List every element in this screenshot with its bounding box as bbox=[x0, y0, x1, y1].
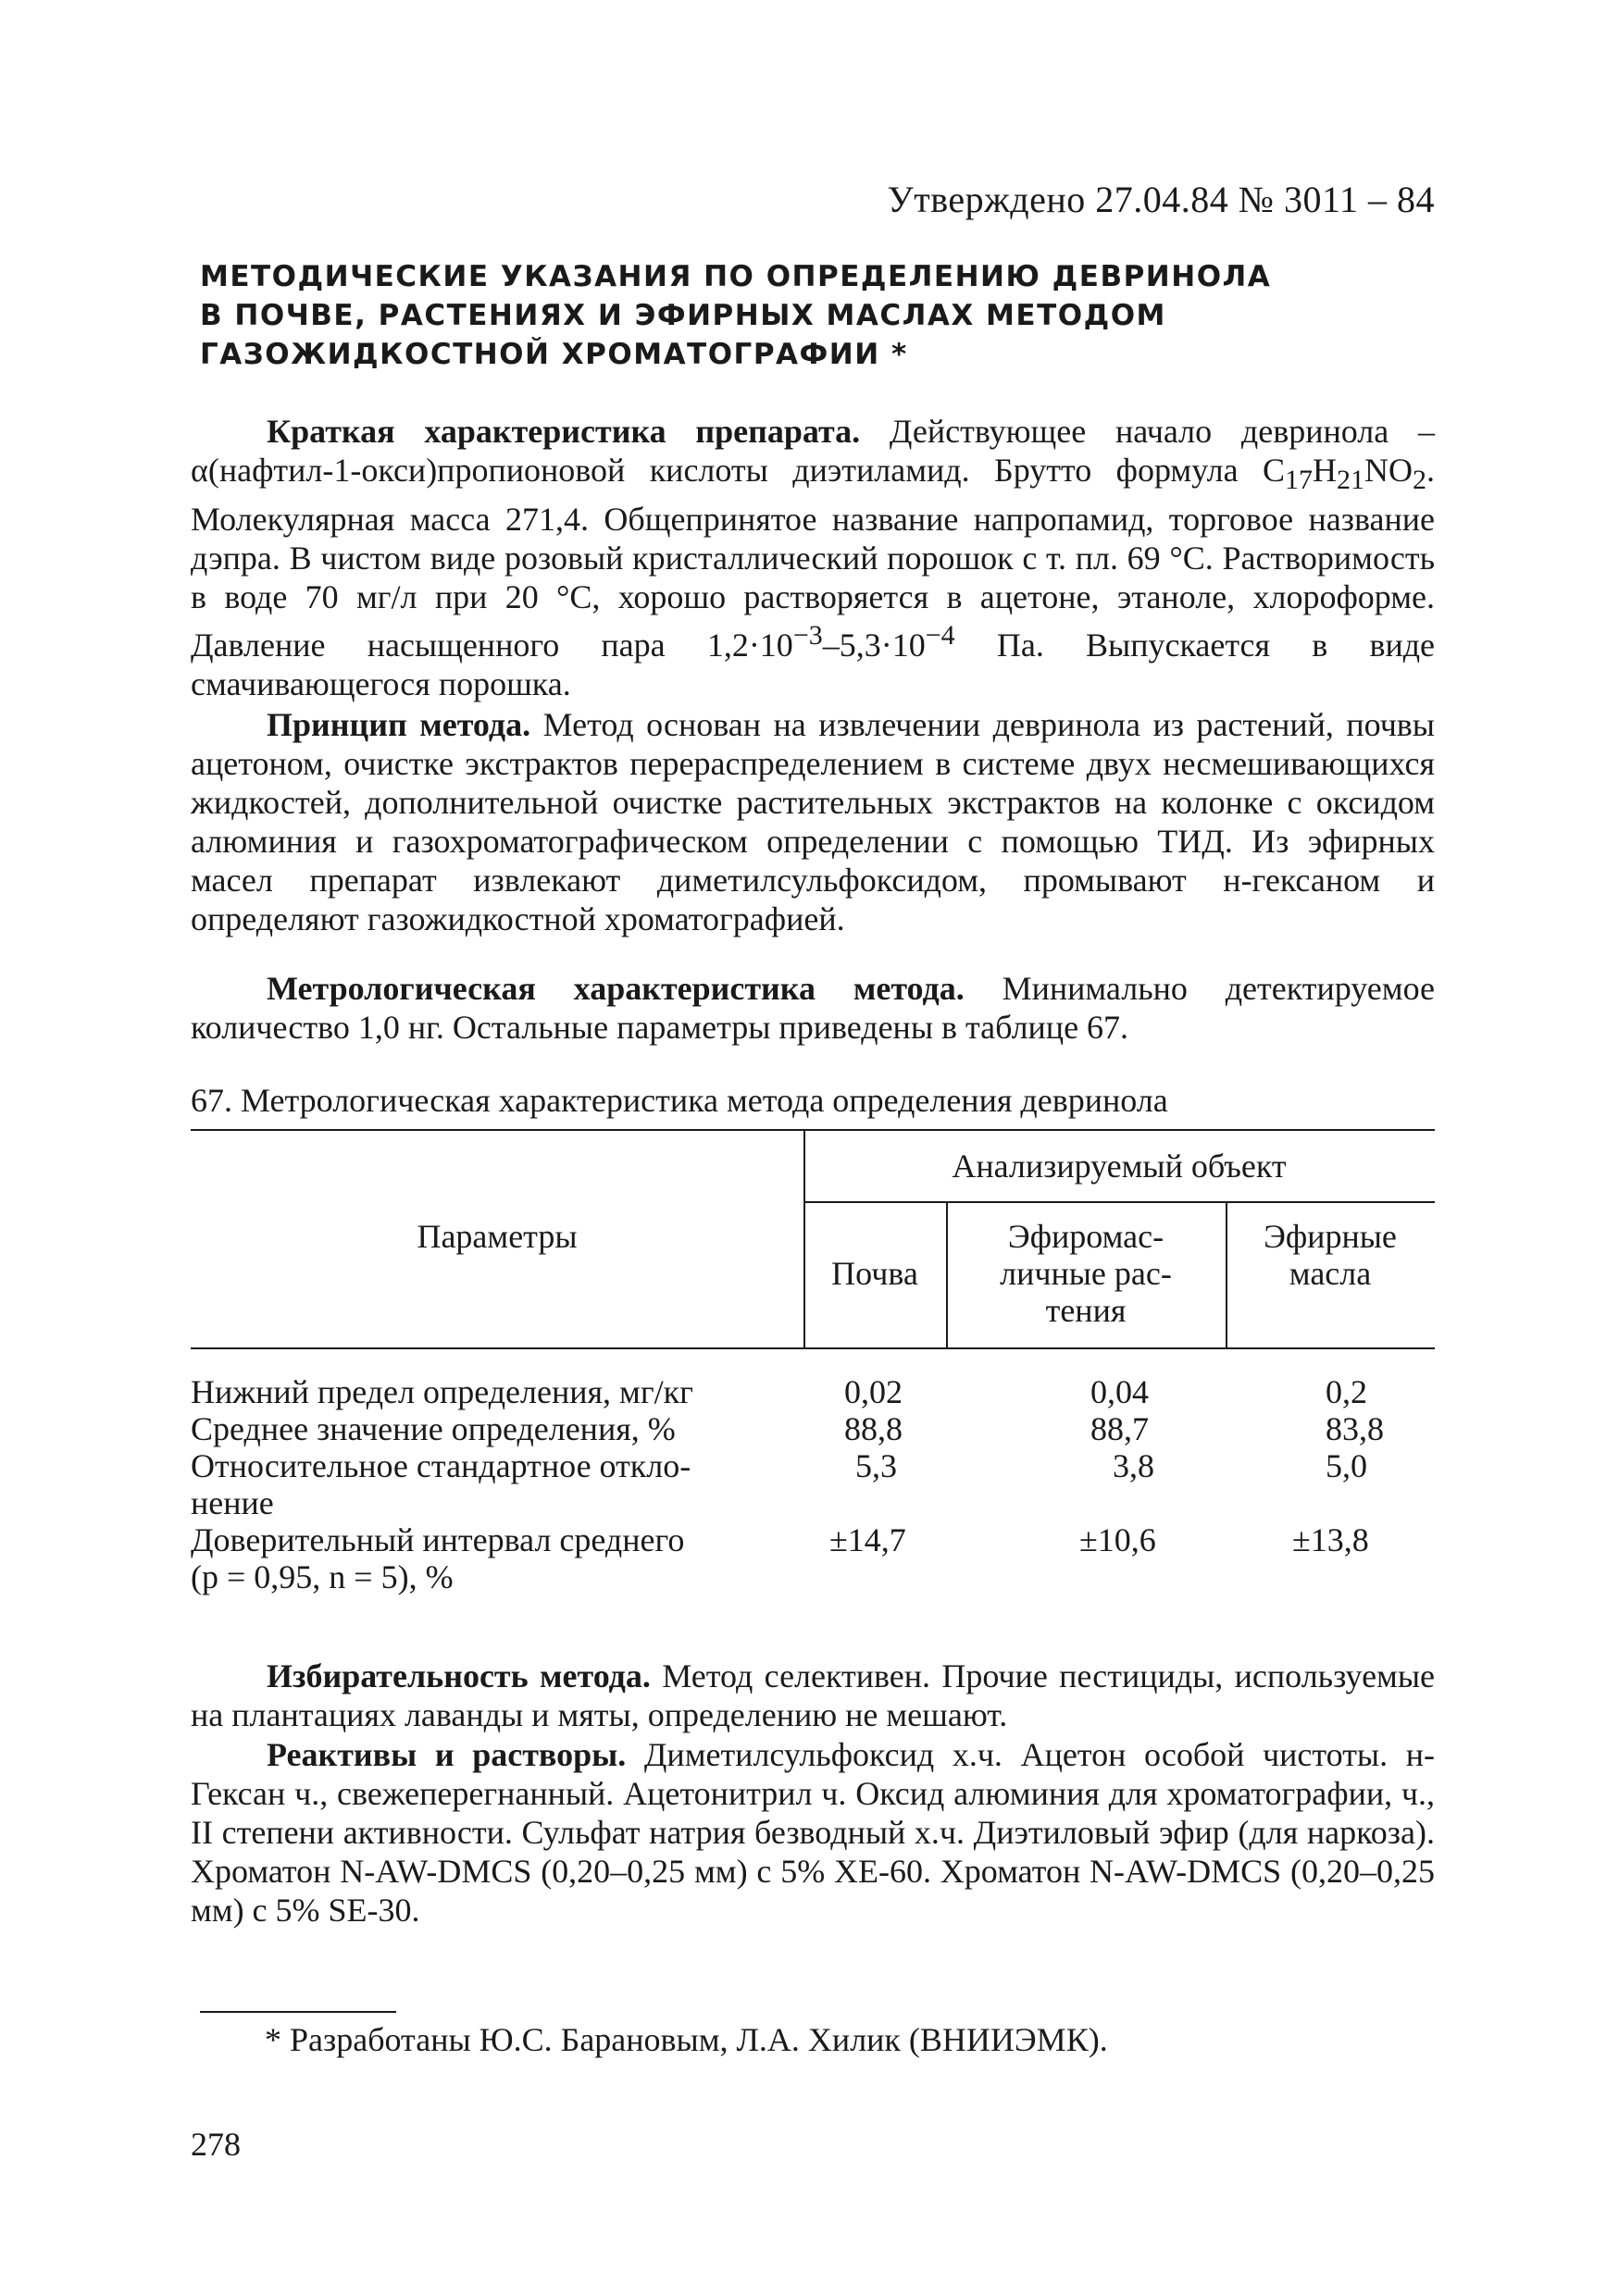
cell-soil: 5,3 bbox=[855, 1447, 897, 1484]
document-title bbox=[200, 257, 1403, 374]
title-line-1: МЕТОДИЧЕСКИЕ УКАЗАНИЯ ПО ОПРЕДЕЛЕНИЮ ДЕВРИНОЛА bbox=[200, 260, 1272, 293]
header-essential-oil-plants: Эфиромас- личные рас- тения bbox=[1000, 1218, 1172, 1329]
table-caption: 67. Метрологическая характеристика метода определения девринола bbox=[191, 1082, 1168, 1119]
principle-lead: Принцип метода. bbox=[267, 706, 531, 743]
brief-lead: Краткая характеристика препарата. bbox=[267, 413, 861, 450]
cell-soil: 0,02 bbox=[844, 1373, 903, 1410]
header-parameters: Параметры bbox=[417, 1218, 578, 1255]
table-row-label: Нижний предел определения, мг/кг bbox=[191, 1373, 693, 1410]
table-row-label: Относительное стандартное откло- нение bbox=[191, 1447, 691, 1521]
cell-plants: 88,7 bbox=[1090, 1410, 1149, 1447]
cell-oils: ±13,8 bbox=[1292, 1521, 1369, 1558]
table-group-rule bbox=[803, 1201, 1435, 1203]
title-line-3: ГАЗОЖИДКОСТНОЙ ХРОМАТОГРАФИИ * bbox=[200, 338, 908, 371]
cell-plants: 3,8 bbox=[1113, 1447, 1154, 1484]
cell-soil: 88,8 bbox=[844, 1410, 903, 1447]
reagents-lead: Реактивы и растворы. bbox=[267, 1736, 627, 1773]
cell-oils: 5,0 bbox=[1326, 1447, 1367, 1484]
approval-line: Утверждено 27.04.84 № 3011 – 84 bbox=[887, 179, 1435, 220]
table-row-label: Доверительный интервал среднего (p = 0,95, n = 5), % bbox=[191, 1521, 685, 1595]
cell-oils: 83,8 bbox=[1326, 1410, 1384, 1447]
reagents-paragraph: Реактивы и растворы. Диметилсульфоксид х.ч. Ацетон особой чистоты. н-Гексан ч., свежеперегнанный. Ацетонитрил ч. Оксид алюминия для хроматографии, ч., II степени активности. Сульфат натрия безводный х.ч. Диэтиловый эфир (для наркоза). Хроматон N-AW-DMCS (0,20–0,25 мм) с 5% XE-60. Хроматон N-AW-DMCS (0,20–0,25 мм) с 5% SE-30. bbox=[191, 1736, 1435, 1929]
cell-plants: 0,04 bbox=[1090, 1373, 1149, 1410]
page-number: 278 bbox=[191, 2126, 241, 2163]
header-essential-oils: Эфирные масла bbox=[1264, 1218, 1397, 1292]
metrology-lead: Метрологическая характеристика метода. bbox=[267, 970, 965, 1007]
header-soil: Почва bbox=[831, 1255, 918, 1292]
footnote-rule bbox=[200, 2011, 396, 2013]
metrology-paragraph: Метрологическая характеристика метода. Минимально детектируемое количество 1,0 нг. Остальные параметры приведены в таблице 67. bbox=[191, 970, 1435, 1046]
method-principle-paragraph: Принцип метода. Метод основан на извлечении девринола из растений, почвы ацетоном, очистке экстрактов перераспределением в системе двух несмешивающихся жидкостей, дополнительной очистке растительных экстрактов на колонке с оксидом алюминия и газохроматографическом определении с помощью ТИД. Из эфирных масел препарат извлекают диметилсульфоксидом, промывают н-гексаном и определяют газожидкостной хроматографией. bbox=[191, 706, 1435, 937]
header-analyzed-object: Анализируемый объект bbox=[952, 1148, 1287, 1185]
table-top-rule bbox=[191, 1129, 1435, 1131]
metrology-table bbox=[191, 1129, 1435, 1610]
table-row-label: Среднее значение определения, % bbox=[191, 1410, 676, 1447]
cell-plants: ±10,6 bbox=[1079, 1521, 1156, 1558]
brief-characteristics-paragraph: Краткая характеристика препарата. Действующее начало девринола – α(нафтил-1-окси)пропионовой кислоты диэтиламид. Брутто формула $C_{17}H_{21}NO_2$. Молекулярная масса 271,4. Общепринятое название напропамид, торговое название дэпра. В чистом виде розовый кристаллический порошок с т. пл. 69 °С. Растворимость в воде 70 мг/л при 20 °С, хорошо растворяется в ацетоне, этаноле, хлороформе. Давление насыщенного пара $1,2\cdot 10^{-3}-5,3\cdot 10^{-4}$ Па. Выпускается в виде смачивающегося порошка. bbox=[191, 413, 1436, 703]
table-header-rule bbox=[191, 1347, 1435, 1349]
cell-oils: 0,2 bbox=[1326, 1373, 1367, 1410]
selectivity-paragraph: Избирательность метода. Метод селективен. Прочие пестициды, используемые на плантациях лаванды и мяты, определению не мешают. bbox=[191, 1657, 1435, 1733]
selectivity-lead: Избирательность метода. bbox=[267, 1657, 651, 1694]
title-line-2: В ПОЧВЕ, РАСТЕНИЯХ И ЭФИРНЫХ МАСЛАХ МЕТОДОМ bbox=[200, 299, 1166, 332]
footnote: * Разработаны Ю.С. Барановым, Л.А. Хилик (ВНИИЭМК). bbox=[265, 2021, 1108, 2058]
cell-soil: ±14,7 bbox=[829, 1521, 906, 1558]
